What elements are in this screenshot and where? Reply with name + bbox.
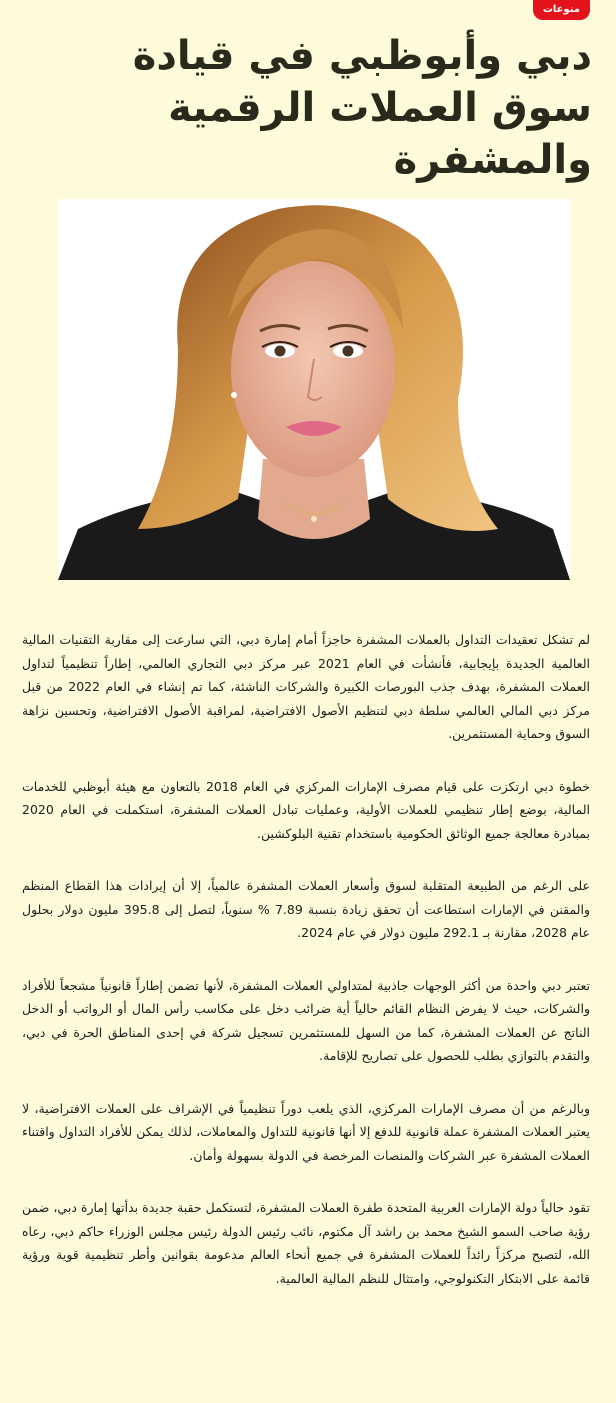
article-body	[22, 628, 590, 1319]
article-paragraph: تقود حالياً دولة الإمارات العربية المتحدة طفرة العملات المشفرة، لتستكمل حقبة جديدة بدأتها إمارة دبي، ضمن رؤية صاحب السمو الشيخ محمد بن راشد آل مكتوم، نائب رئيس الدولة رئيس مجلس الوزراء حاكم دبي، رعاه الله، لتصبح مركزاً رائداً للعملات المشفرة في جميع أنحاء العالم مدعومة بقوانين وأطر تنظيمية قوية ورؤية قائمة على الابتكار التكنولوجي، وامتثال للنظم المالية العالمية.	[22, 1200, 590, 1286]
article-title: دبي وأبوظبي في قيادة سوق العملات الرقمية والمشفرة	[132, 33, 592, 183]
article-paragraph: على الرغم من الطبيعة المتقلبة لسوق وأسعار العملات المشفرة عالمياً، إلا أن إيرادات هذا القطاع المنظم والمقنن في الإمارات استطاعت أن تحقق زيادة بنسبة 7.89 % سنوياً، لتصل إلى 395.8 مليون دولار بحلول عام 2028، مقارنة بـ 292.1 مليون دولار في عام 2024.	[22, 878, 590, 940]
author-photo	[58, 199, 570, 580]
article-paragraph: تعتبر دبي واحدة من أكثر الوجهات جاذبية لمتداولي العملات المشفرة، لأنها تضمن إطاراً قانونياً مشجعاً للأفراد والشركات، حيث لا يفرض النظام القائم حالياً أية ضرائب دخل على مكاسب رأس المال أو الرواتب أو الدخل الناتج عن العملات المشفرة، كما من السهل للمستثمرين تسجيل شركة في إحدى المناطق الحرة في دبي، والتقدم بالتوازي بطلب للحصول على تصاريح للإقامة.	[22, 977, 590, 1063]
category-badge[interactable]: منوعات	[533, 0, 590, 20]
article-paragraph: خطوة دبي ارتكزت على قيام مصرف الإمارات المركزي في العام 2018 بالتعاون مع هيئة أبوظبي للخدمات المالية، بوضع إطار تنظيمي للعملات الأولية، وعمليات تبادل العملات المشفرة، استكملت في العام 2020 بمبادرة معالجة جميع الوثائق الحكومية باستخدام تقنية البلوكشين.	[22, 778, 590, 841]
article-paragraph: لم تشكل تعقيدات التداول بالعملات المشفرة حاجزاً أمام إمارة دبي، التي سارعت إلى مقاربة التقنيات المالية العالمية الجديدة بإيجابية، فأنشأت في العام 2021 عبر مركز دبي التجاري العالمي، إطاراً تنظيمياً لتداول العملات المشفرة، بهدف جذب البورصات الكبيرة والشركات الناشئة، كما تم إنشاء في العام 2022 من قبل مركز دبي المالي العالمي سلطة دبي لتنظيم الأصول الافتراضية، لمراقبة الأصول الافتراضية، وتحسين نزاهة السوق وحماية المستثمرين.	[22, 632, 590, 741]
article-paragraph: وبالرغم من أن مصرف الإمارات المركزي، الذي يلعب دوراً تنظيمياً في الإشراف على العملات الافتراضية، لا يعتبر العملات المشفرة عملة قانونية للدفع إلا أنها قانونية للتداول والمعاملات، لذلك يمكن للأفراد التداول واقتناء العملات المشفرة عبر الشركات والمنصات المرخصة في الدولة بسهولة وأمان.	[22, 1100, 590, 1163]
